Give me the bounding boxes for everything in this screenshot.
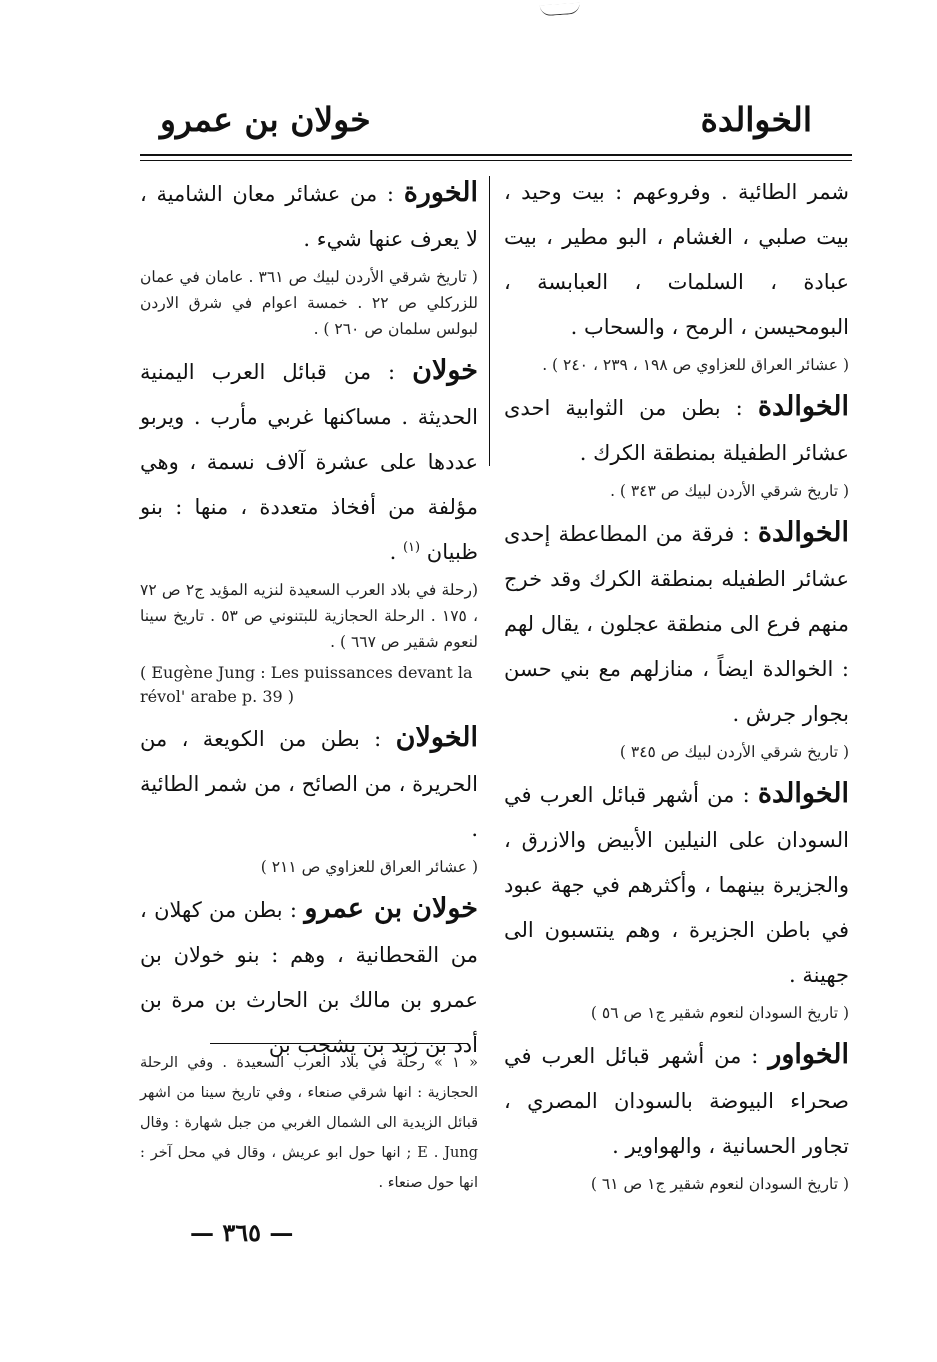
entry-text xyxy=(504,510,849,737)
reference-citation: ( تاريخ شرقي الأردن لبيك ص ٣٦١ . عامان في عمان للزركلي ص ٢٢ . خمسة اعوام في شرق الاردن لبولس سلمان ص ٢٦٠ ) . xyxy=(140,268,478,338)
column-divider xyxy=(489,176,490,466)
entry-body: : بطن من الكويعة ، من الحريرة ، من الصائح ، من شمر الطائية . xyxy=(140,727,478,841)
page-number: — ٣٦٥ — xyxy=(190,1218,294,1247)
entry-body: : بطن من كهلان ، من القحطانية ، وهم : بنو خولان بن عمرو بن مالك بن الحارث بن مرة بن أدد بن زيد بن يشجب بن xyxy=(140,898,478,1057)
entry-text xyxy=(140,886,478,1068)
entry-body: : من قبائل العرب اليمنية الحديثة . مساكنها غربي مأرب . ويربو عددها على عشرة آلاف نسمة ، وهي مؤلفة من أفخاذ متعددة ، منها : بنو ظبيان xyxy=(140,360,478,564)
reference-citation: ( عشائر العراق للعزاوي ص ٢١١ ) xyxy=(260,858,478,876)
left-column xyxy=(140,170,478,1068)
entry-body: : فرقة من المطاعطة إحدى عشائر الطفيله بمنطقة الكرك وقد خرج منهم فرع الى منطقة عجلون ، يقال لهم : الخوالدة ايضاً ، منازلهم مع بني حسن بجوار جرش . xyxy=(504,522,849,726)
entry-text xyxy=(140,348,478,575)
entry-text xyxy=(504,771,849,998)
top-ink-mark xyxy=(540,3,581,17)
reference-citation: ( تاريخ شرقي الأردن لبيك ص ٣٤٥ ) xyxy=(619,743,849,761)
entry-body-end: . xyxy=(389,540,397,564)
entry-keyword: الخورة xyxy=(403,177,478,208)
entry-keyword: خولان بن عمرو xyxy=(304,893,478,924)
running-head-right: الخوالدة xyxy=(700,100,812,139)
text-line: عبادة ، السلمات ، العبابسة ، البومحيسن ، xyxy=(504,270,849,339)
reference-citation: ( تاريخ السودان لنعوم شقير ج١ ص ٥٦ ) xyxy=(590,1004,849,1022)
entry-keyword: الخوالدة xyxy=(757,391,849,422)
footnote-marker: (١) xyxy=(402,540,421,555)
text-line: شمر الطائية . وفروعهم : بيت وحيد ، xyxy=(504,180,849,204)
entry-keyword: الخوالدة xyxy=(757,778,849,809)
entry-text xyxy=(504,384,849,476)
latin-reference: ( Eugène Jung : Les puissances devant la révol' arabe p. 39 ) xyxy=(140,663,473,706)
entry-body: : من أشهر قبائل العرب في السودان على النيلين الأبيض والازرق ، والجزيرة بينهما ، وأكثرهم في جهة عبود في باطن الجزيرة ، وهم ينتسبون الى جهينة . xyxy=(504,783,849,987)
entry-keyword: خولان xyxy=(412,355,478,386)
right-column xyxy=(504,170,849,1203)
entry-keyword: الخوالدة xyxy=(757,517,849,548)
continued-text xyxy=(504,170,849,350)
entry-body: : بطن من الثوابية احدى عشائر الطفيلة بمنطقة الكرك . xyxy=(504,396,849,465)
reference-citation: ( عشائر العراق للعزاوي ص ١٩٨ ، ٢٣٩ ، ٢٤٠ ) . xyxy=(542,356,849,374)
entry-body: : من عشائر معان الشامية ، لا يعرف عنها شيء . xyxy=(140,182,478,251)
text-line: بيت صلبي ، الغشام ، البو مطير ، بيت xyxy=(504,225,849,249)
reference-citation: ( تاريخ السودان لنعوم شقير ج١ ص ٦١ ) xyxy=(590,1175,849,1193)
entry-text xyxy=(504,1032,849,1169)
text-line: الرمح ، والسحاب . xyxy=(570,315,734,339)
running-head-left: خولان بن عمرو xyxy=(160,100,371,139)
entry-text xyxy=(140,715,478,852)
reference-citation: ( تاريخ شرقي الأردن لبيك ص ٣٤٣ ) . xyxy=(610,482,849,500)
entry-keyword: الخواور xyxy=(768,1039,849,1070)
footnote-rule xyxy=(210,1043,468,1044)
entry-body: : من أشهر قبائل العرب في صحراء البيوضة بالسودان المصري ، تجاور الحسانية ، والهواوير . xyxy=(504,1044,849,1158)
entry-text xyxy=(140,170,478,262)
footnote: « ١ » رحلة في بلاد العرب السعيدة . وفي الرحلة الحجازية : انها شرقي صنعاء ، وفي تاريخ سينا من اشهر قبائل الزيدية الى الشمال الغربي من جبل شهارة : وقال E . Jung ; انها حول ابو عريش ، وقال في محل آخر : انها حول صنعاء . xyxy=(140,1055,478,1191)
entry-keyword: الخولان xyxy=(395,722,478,753)
reference-citation: (رحلة في بلاد العرب السعيدة لنزيه المؤيد ج٢ ص ٧٢ ، ١٧٥ . الرحلة الحجازية للبتنوني ص ٥٣ . تاريخ سينا لنعوم شقير ص ٦٦٧ ) . xyxy=(140,581,478,651)
header-rule-thin xyxy=(140,160,852,161)
header-rule-thick xyxy=(140,154,852,156)
